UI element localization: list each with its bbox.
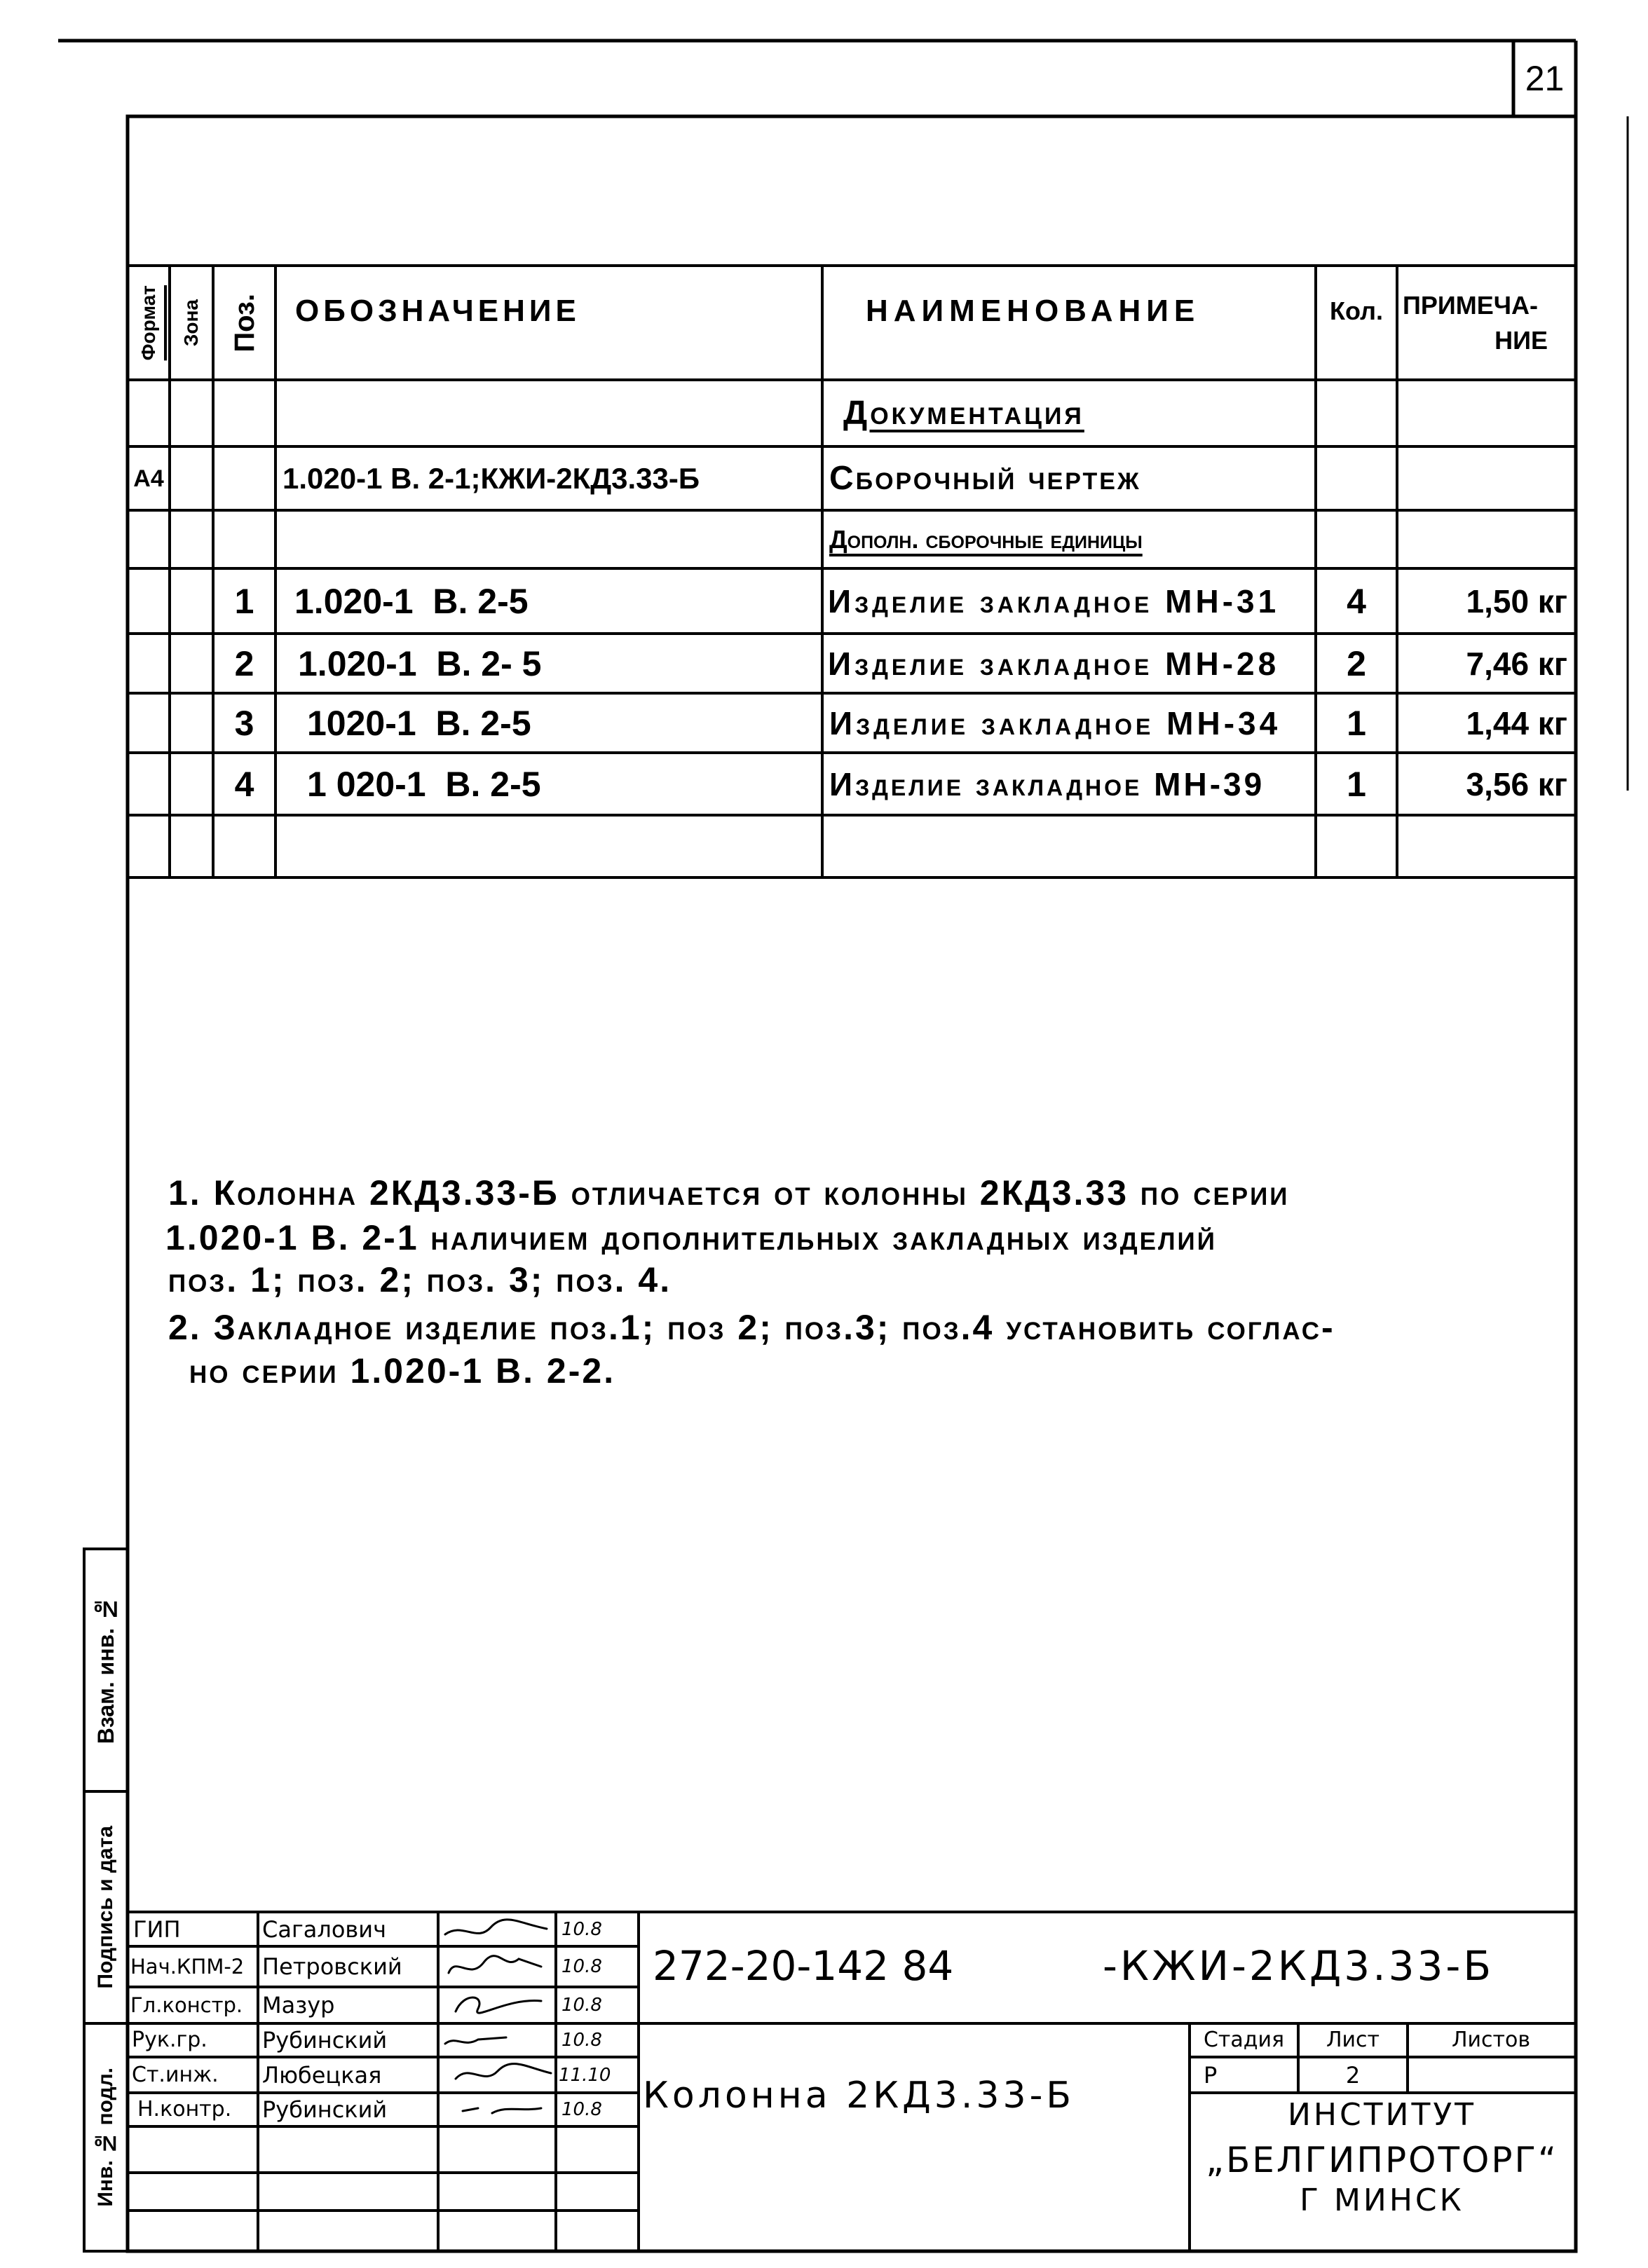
institute-name: „БЕЛГИПРОТОРГ“ [1206,2140,1558,2180]
signature-name: Петровский [262,1953,402,1980]
table-row-note: 7,46 кг [1466,645,1567,682]
strip-replace-inv: Взам. инв. № [93,1596,118,1744]
signature-role: Н.контр. [137,2097,232,2122]
document-code-left: 272-20-142 84 [653,1942,954,1990]
table-row-pos: 4 [234,764,254,804]
table-row-designation: 1 020-1 В. 2-5 [307,764,541,804]
signature-role: Нач.КПМ-2 [130,1954,245,1979]
signature-role: Ст.инж. [132,2062,219,2087]
note-line: но серии 1.020-1 В. 2-2. [189,1351,616,1391]
signature-4 [445,2037,506,2044]
table-row-name: Изделие закладное МН-31 [828,582,1280,620]
header-zone: Зона [180,299,202,347]
signature-role: Гл.констр. [130,1993,243,2017]
sheets-label: Листов [1451,2028,1531,2052]
table-row-designation: 1.020-1 В. 2-5 [294,581,529,621]
sheet-value: 2 [1345,2061,1361,2089]
header-designation: ОБОЗНАЧЕНИЕ [295,294,580,328]
table-row-designation: 1.020-1 В. 2- 5 [298,643,542,683]
signature-3 [456,1997,541,2013]
sheet-label: Лист [1326,2028,1380,2052]
table-row-note: 1,50 кг [1466,582,1567,620]
header-qty: Кол. [1330,296,1383,325]
table-row-designation: 1020-1 В. 2-5 [307,703,531,743]
strip-signature-date: Подпись и дата [94,1826,117,1989]
table-row-qty: 1 [1347,764,1366,804]
section-documentation: Документация [843,394,1084,432]
signature-date: 10.8 [561,1956,602,1977]
table-row-name: Изделие закладное МН-39 [829,765,1265,802]
table-row-note: 1,44 кг [1466,704,1567,742]
stage-label: Стадия [1203,2028,1285,2052]
table-row-qty: 4 [1347,581,1366,621]
signature-role: Рук.гр. [132,2028,207,2052]
stage-value: Р [1204,2061,1218,2089]
signature-date: 10.8 [561,2099,602,2120]
header-note: ПРИМЕЧА- НИЕ [1403,290,1548,355]
note-line: 1.020-1 В. 2-1 наличием дополнительных закладных изделий [165,1218,1217,1257]
page-number: 21 [1525,59,1565,98]
table-row-pos: 2 [234,643,254,683]
signature-date: 11.10 [559,2064,611,2086]
signature-2 [449,1956,541,1973]
signature-date: 10.8 [561,1918,602,1940]
document-code-right: -КЖИ-2КД3.33-Б [1103,1942,1494,1990]
note-line: 1. Колонна 2КД3.33-Б отличается от колонны 2КД3.33 по серии [168,1173,1290,1212]
signature-role: ГИП [133,1915,181,1943]
signature-1 [445,1920,547,1934]
institute-city: Г МИНСК [1300,2182,1464,2218]
institute-line-1: ИНСТИТУТ [1287,2097,1477,2133]
signature-date: 10.8 [561,1995,602,2016]
header-pos: Поз. [229,293,260,353]
assembly-name: Сборочный чертеж [829,459,1141,497]
table-row-pos: 3 [234,703,254,743]
drawing-title: Колонна 2КД3.33-Б [643,2075,1075,2117]
table-row-name: Изделие закладное МН-34 [829,704,1281,742]
section-assembly-units: Дополн. сборочные единицы [829,524,1143,554]
strip-inv-original: Инв. № подл. [94,2068,117,2207]
table-row-pos: 1 [234,581,254,621]
signature-6 [463,2108,541,2113]
table-row-qty: 1 [1347,703,1366,743]
signature-name: Мазур [262,1992,335,2018]
signature-5 [456,2064,551,2079]
assembly-format: А4 [133,465,164,492]
header-name: НАИМЕНОВАНИЕ [866,294,1201,328]
signature-date: 10.8 [561,2030,602,2051]
signature-name: Рубинский [262,2027,388,2054]
signature-name: Рубинский [262,2096,388,2123]
table-row-note: 3,56 кг [1466,765,1567,802]
table-row-name: Изделие закладное МН-28 [828,645,1280,682]
signature-name: Любецкая [262,2061,382,2089]
note-line: поз. 1; поз. 2; поз. 3; поз. 4. [168,1260,672,1299]
signature-name: Сагалович [262,1915,386,1943]
table-row-qty: 2 [1347,643,1366,683]
header-format: Формат [137,285,159,361]
assembly-designation: 1.020-1 В. 2-1;КЖИ-2КД3.33-Б [282,461,700,495]
note-line: 2. Закладное изделие поз.1; поз 2; поз.3; поз.4 установить соглас- [168,1308,1335,1347]
